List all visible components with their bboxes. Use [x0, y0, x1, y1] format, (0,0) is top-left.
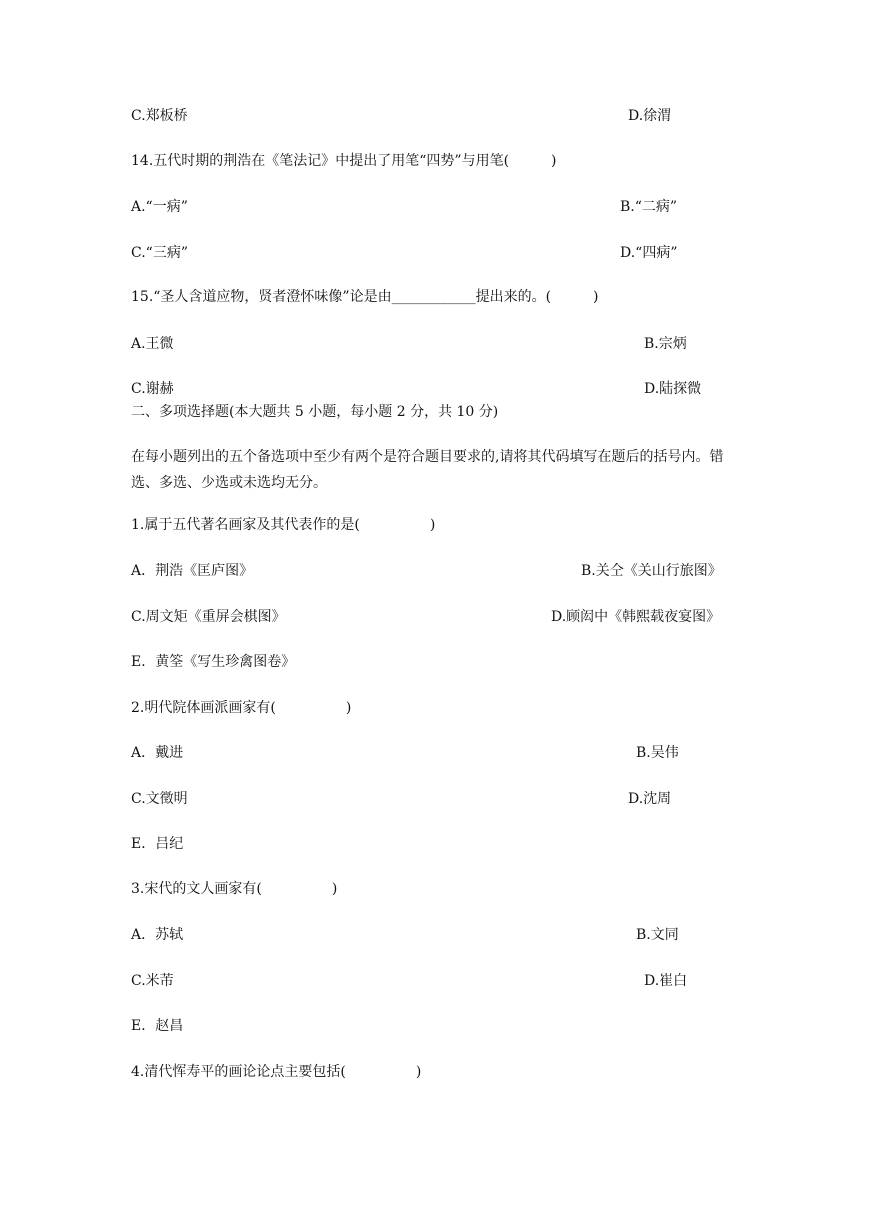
option-e: E．黄筌《写生珍禽图卷》 — [131, 654, 296, 670]
option-e: E．赵昌 — [131, 1018, 184, 1034]
section-heading: 二、多项选择题(本大题共 5 小题，每小题 2 分，共 10 分) — [131, 404, 499, 420]
question-stem: 2.明代院体画派画家有( ) — [131, 700, 352, 716]
option-d: D.崔白 — [644, 973, 688, 989]
option-e: E．吕纪 — [131, 836, 184, 852]
option-b: B.宗炳 — [644, 336, 687, 352]
option-d: D.沈周 — [628, 791, 672, 807]
option-c: C.文徵明 — [131, 791, 188, 807]
option-a: A．戴进 — [131, 745, 184, 761]
option-c: C.米芾 — [131, 973, 174, 989]
question-stem: 1.属于五代著名画家及其代表作的是( ) — [131, 517, 436, 533]
option-d: D.徐渭 — [628, 108, 672, 124]
option-a: A．苏轼 — [131, 927, 184, 943]
question-stem: 14.五代时期的荆浩在《笔法记》中提出了用笔“四势”与用笔( ) — [131, 153, 557, 169]
option-c: C.周文矩《重屏会棋图》 — [131, 609, 286, 625]
option-b: B.“二病” — [620, 199, 678, 215]
section-instructions: 在每小题列出的五个备选项中至少有两个是符合题目要求的,请将其代码填写在题后的括号内。错选、多选、少选或未选均无分。 — [131, 449, 724, 491]
option-d: D.“四病” — [620, 245, 678, 261]
option-a: A.王微 — [131, 336, 174, 352]
option-d: D.顾闳中《韩熙载夜宴图》 — [551, 609, 721, 625]
option-b: B.文同 — [636, 927, 679, 943]
option-b: B.吴伟 — [636, 745, 679, 761]
option-c: C.郑板桥 — [131, 108, 188, 124]
question-stem: 3.宋代的文人画家有( ) — [131, 881, 338, 897]
question-stem: 15.“圣人含道应物，贤者澄怀味像”论是由____________提出来的。( ) — [131, 289, 599, 305]
option-a: A．荆浩《匡庐图》 — [131, 563, 254, 579]
option-c: C.谢赫 — [131, 381, 174, 397]
option-a: A.“一病” — [131, 199, 188, 215]
option-c: C.“三病” — [131, 245, 188, 261]
question-stem: 4.清代恽寿平的画论论点主要包括( ) — [131, 1064, 422, 1080]
option-b: B.关仝《关山行旅图》 — [581, 563, 722, 579]
option-d: D.陆探微 — [644, 381, 702, 397]
